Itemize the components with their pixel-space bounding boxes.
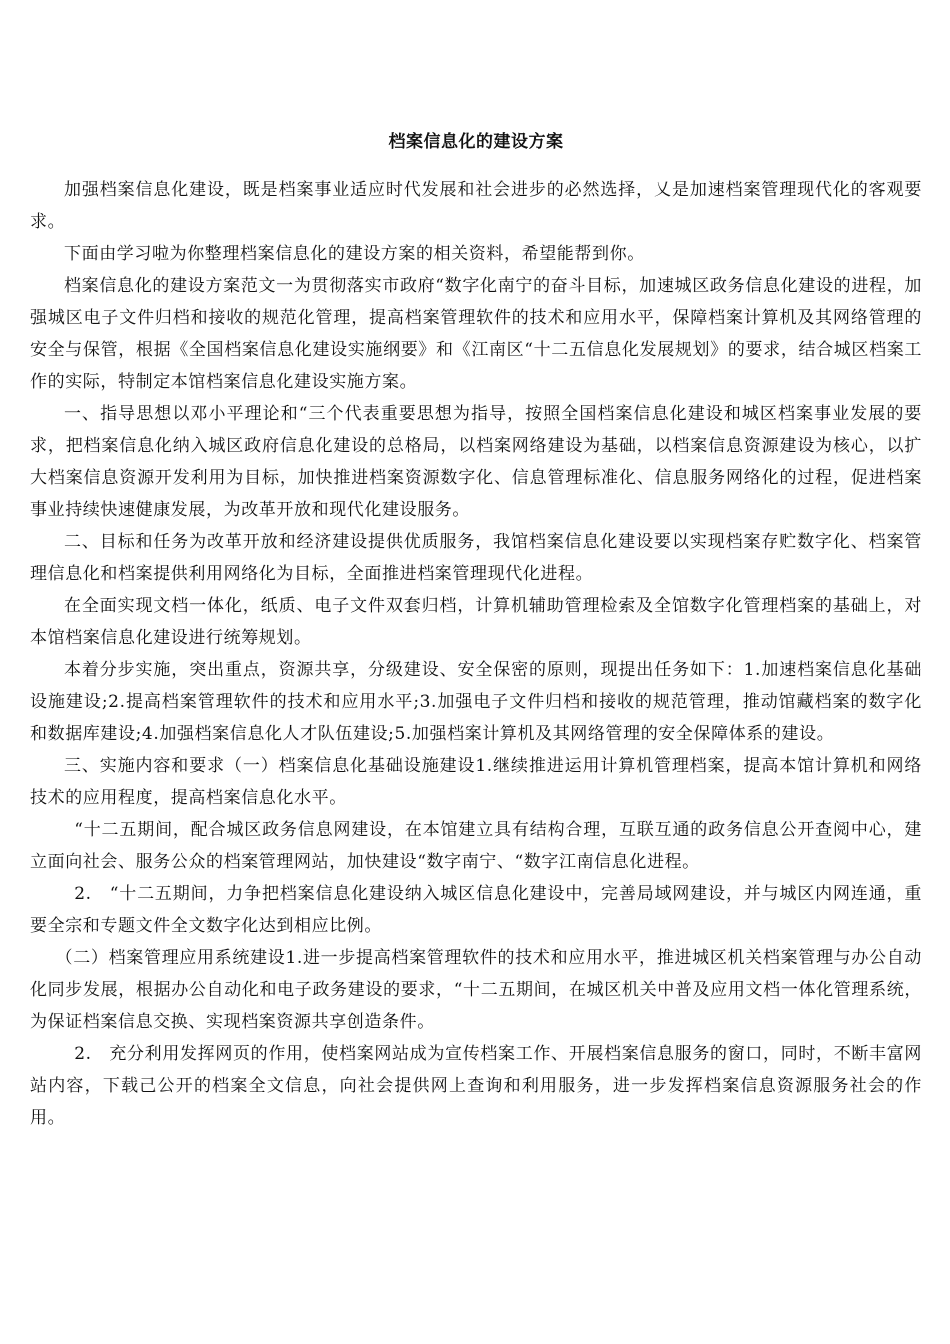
paragraph-goals-tasks: 二、目标和任务为改革开放和经济建设提供优质服务，我馆档案信息化建设要以实现档案存贮数字化、档案管理信息化和档案提供利用网络化为目标，全面推进档案管理现代化进程。: [30, 532, 922, 584]
paragraph-intro: 加强档案信息化建设，既是档案事业适应时代发展和社会进步的必然选择，乂是加速档案管理现代化的客观要求。: [30, 180, 922, 232]
paragraph-website-use: 2. 充分利用发挥网页的作用，使档案网站成为宣传档案工作、开展档案信息服务的窗口，同时，不断丰富网站内容，下载己公开的档案全文信息，向社会提供网上查询和利用服务，进一步发挥档案信息资源服务社会的作用。: [30, 1044, 922, 1128]
paragraph-implementation-2: “十二五期间，配合城区政务信息网建设，在本馆建立具有结构合理，互联互通的政务信息公开查阅中心，建立面向社会、服务公众的档案管理网站，加快建设“数字南宁、“数字江南信息化进程。: [30, 820, 922, 872]
paragraph-implementation-3: 2. “十二五期间，力争把档案信息化建设纳入城区信息化建设中，完善局域网建设，并与城区内网连通，重要全宗和专题文件全文数字化达到相应比例。: [30, 884, 922, 936]
paragraph-source-note: 下面由学习啦为你整理档案信息化的建设方案的相关资料，希望能帮到你。: [64, 244, 645, 264]
document-body: [30, 174, 922, 1134]
document-title: 档案信息化的建设方案: [388, 132, 564, 152]
paragraph-plan-preface: 档案信息化的建设方案范文一为贯彻落实市政府“数字化南宁的奋斗目标，加速城区政务信息化建设的进程，加强城区电子文件归档和接收的规范化管理，提高档案管理软件的技术和应用水平，保障档案计算机及其网络管理的安全与保管，根据《全国档案信息化建设实施纲要》和《江南区“十二五信息化发展规划》的要求，结合城区档案工作的实际，特制定本馆档案信息化建设实施方案。: [30, 276, 922, 392]
document-page: [30, 0, 922, 1134]
paragraph-planning-basis: 在全面实现文档一体化，纸质、电子文件双套归档，计算机辅助管理检索及全馆数字化管理档案的基础上，对本馆档案信息化建设进行统筹规划。: [30, 596, 922, 648]
paragraph-implementation-1: 三、实施内容和要求（一）档案信息化基础设施建设1.继续推进运用计算机管理档案，提高本馆计算机和网络技术的应用程度，提高档案信息化水平。: [30, 756, 922, 808]
paragraph-guiding-ideology: 一、指导思想以邓小平理论和“三个代表重要思想为指导，按照全国档案信息化建设和城区档案事业发展的要求，把档案信息化纳入城区政府信息化建设的总格局，以档案网络建设为基础，以档案信息资源建设为核心，以扩大档案信息资源开发利用为目标，加快推进档案资源数字化、信息管理标准化、信息服务网络化的过程，促进档案事业持续快速健康发展，为改革开放和现代化建设服务。: [30, 404, 922, 520]
paragraph-application-system: （二）档案管理应用系统建设1.进一步提高档案管理软件的技术和应用水平，推进城区机关档案管理与办公自动化同步发展，根据办公自动化和电子政务建设的要求，“十二五期间，在城区机关中普及应用文档一体化管理系统，为保证档案信息交换、实现档案资源共享创造条件。: [30, 948, 922, 1032]
paragraph-task-list: 本着分步实施，突出重点，资源共享，分级建设、安全保密的原则，现提出任务如下：1.加速档案信息化基础设施建设;2.提高档案管理软件的技术和应用水平;3.加强电子文件归档和接收的规范管理，推动馆藏档案的数字化和数据库建设;4.加强档案信息化人才队伍建设;5.加强档案计算机及其网络管理的安全保障体系的建设。: [30, 660, 922, 744]
